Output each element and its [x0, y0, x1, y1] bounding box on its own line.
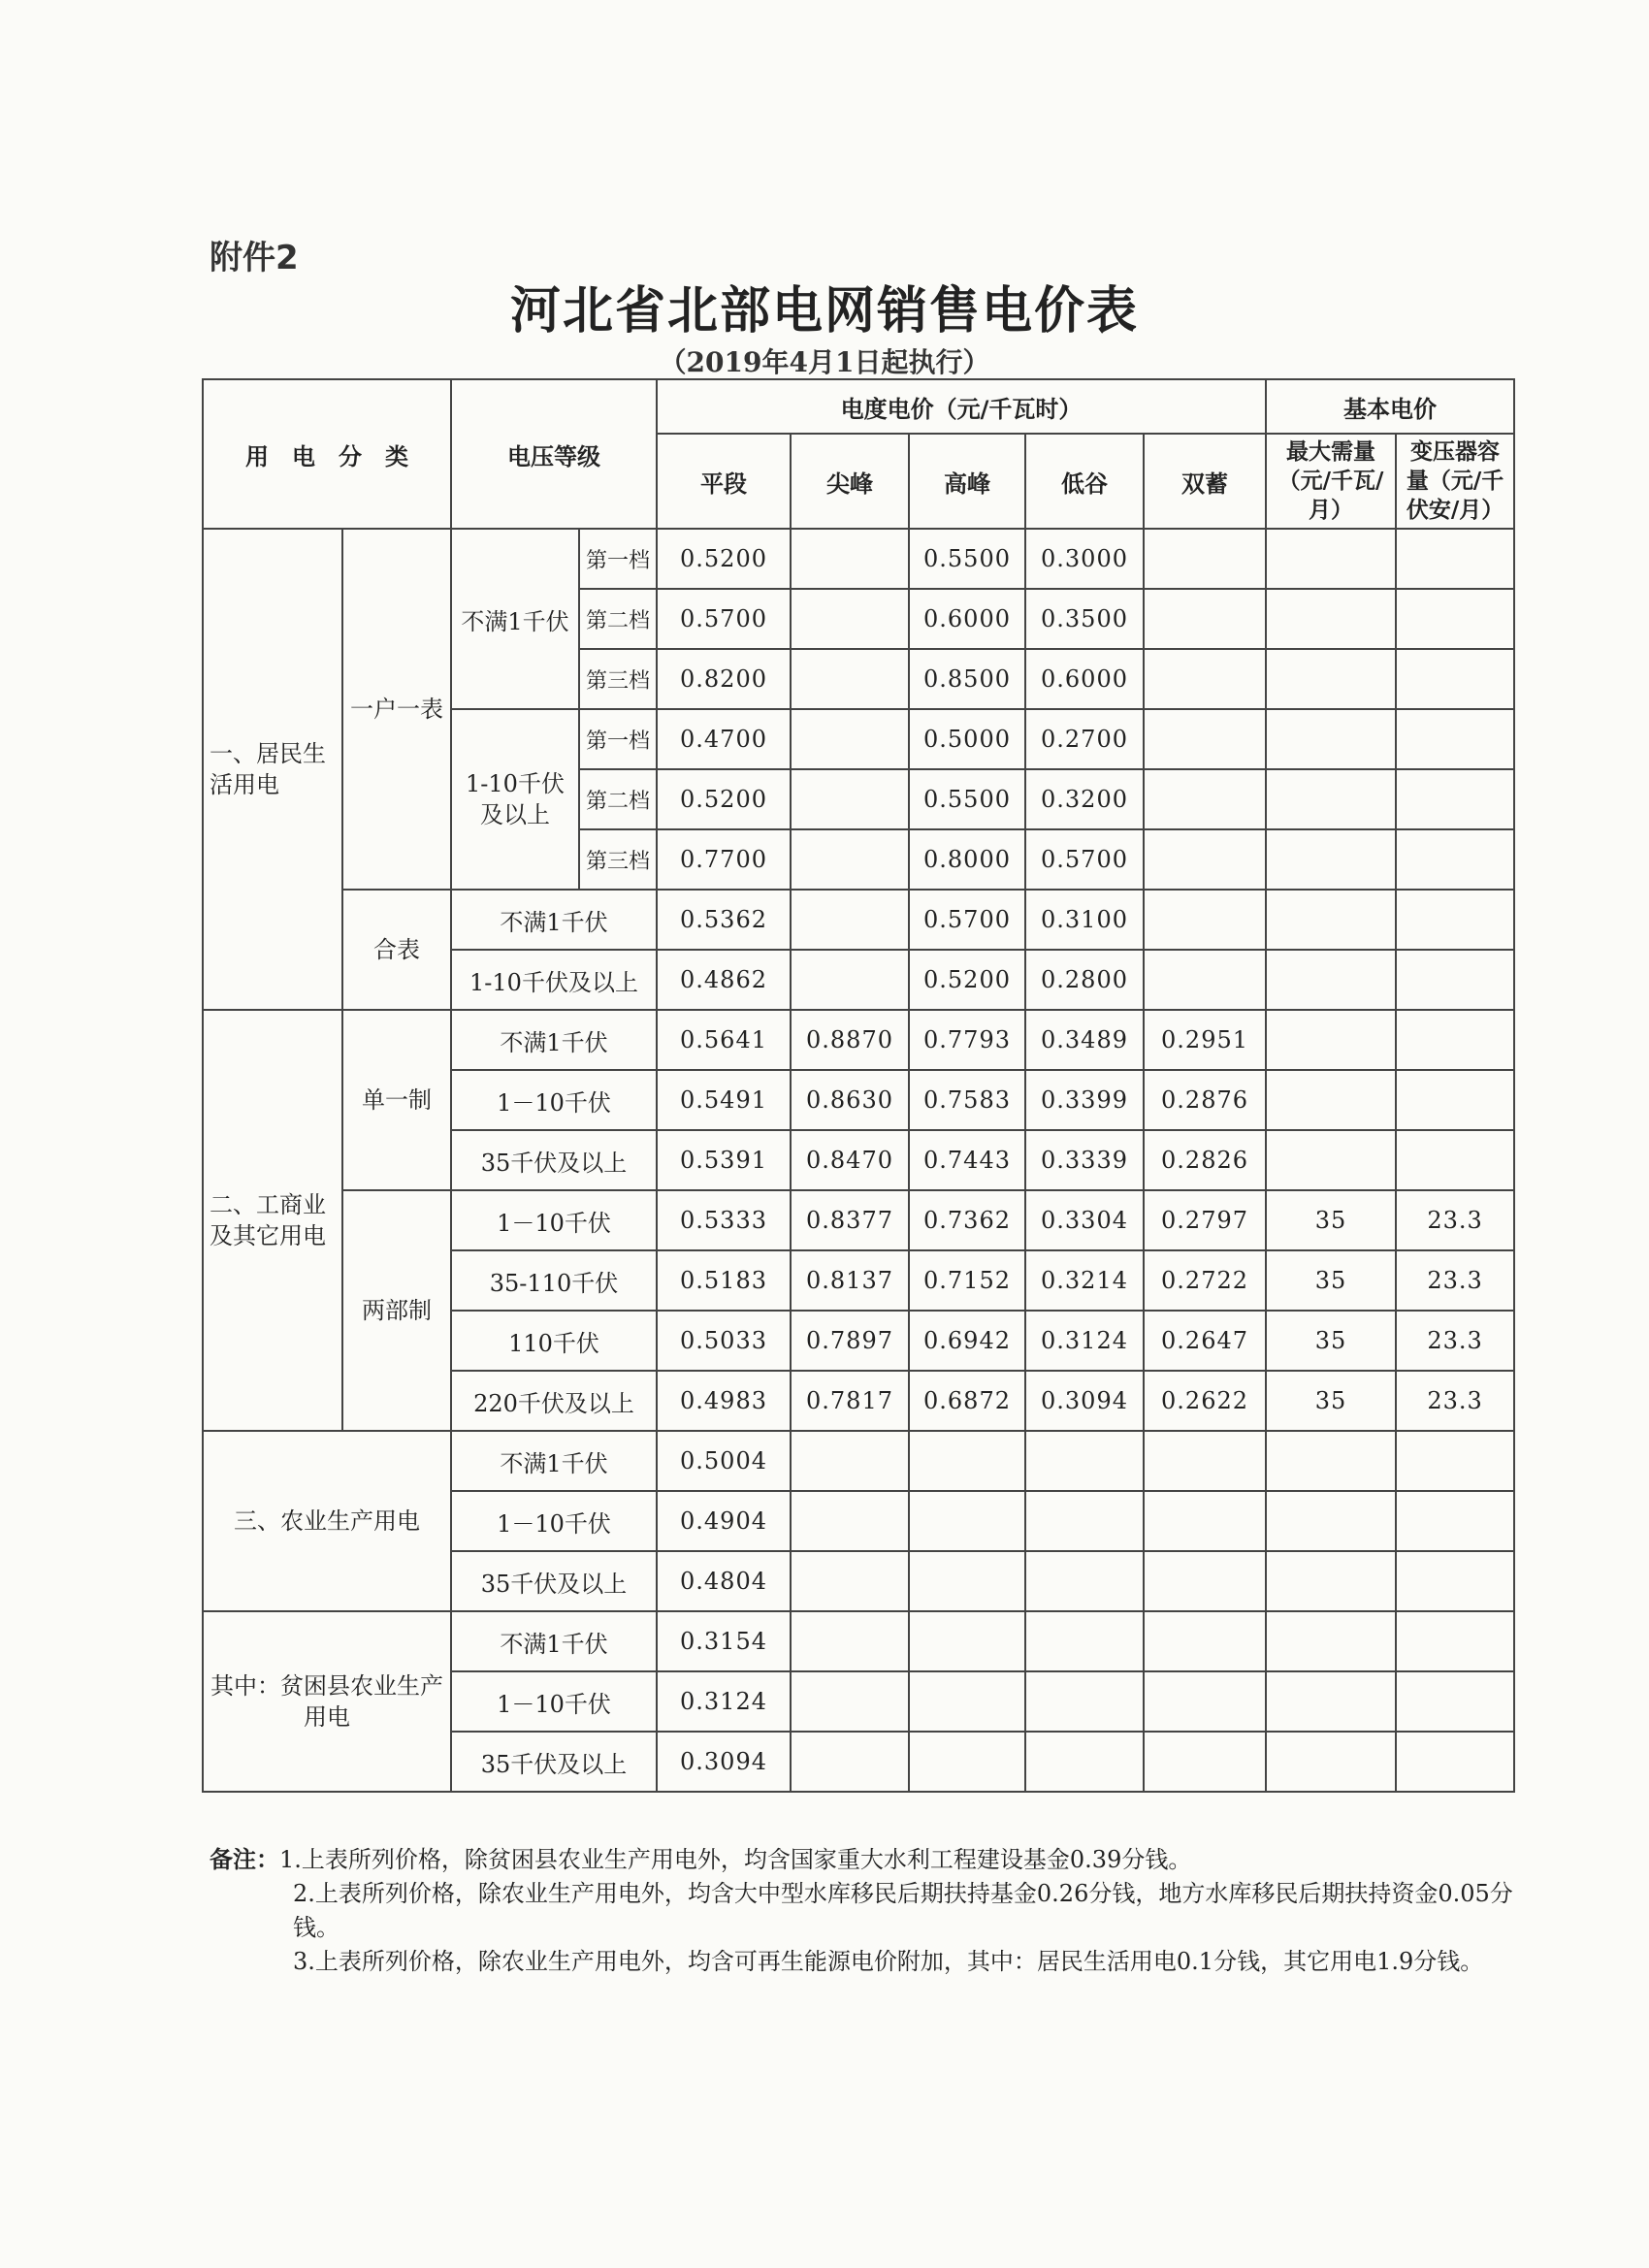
cell-dual — [1144, 950, 1266, 1010]
cell-sharp — [791, 1431, 909, 1491]
header-basic-price: 基本电价 — [1266, 379, 1514, 434]
cell-peak: 0.5700 — [909, 890, 1025, 950]
voltage-label: 不满1千伏 — [451, 1611, 657, 1671]
cell-peak — [909, 1671, 1025, 1732]
tier-label: 第二档 — [579, 589, 657, 649]
cell-demand — [1266, 529, 1396, 589]
cell-dual — [1144, 1551, 1266, 1611]
cell-flat: 0.3154 — [657, 1611, 791, 1671]
cell-valley — [1025, 1431, 1144, 1491]
cell-dual — [1144, 1732, 1266, 1792]
cell-dual: 0.2722 — [1144, 1250, 1266, 1311]
cell-valley: 0.6000 — [1025, 649, 1144, 709]
cell-capacity — [1396, 589, 1514, 649]
cell-valley — [1025, 1491, 1144, 1551]
cell-dual: 0.2622 — [1144, 1371, 1266, 1431]
cell-flat: 0.4700 — [657, 709, 791, 769]
table-row — [203, 1190, 1514, 1250]
cell-valley: 0.3339 — [1025, 1130, 1144, 1190]
tier-label: 第三档 — [579, 649, 657, 709]
cell-sharp: 0.8377 — [791, 1190, 909, 1250]
cell-demand: 35 — [1266, 1371, 1396, 1431]
cell-capacity — [1396, 950, 1514, 1010]
cell-demand — [1266, 649, 1396, 709]
cell-sharp — [791, 649, 909, 709]
cell-peak: 0.7793 — [909, 1010, 1025, 1070]
cell-dual: 0.2951 — [1144, 1010, 1266, 1070]
cell-demand — [1266, 1431, 1396, 1491]
table-row — [203, 890, 1514, 950]
table-row — [203, 1611, 1514, 1671]
document-subtitle: （2019年4月1日起执行） — [659, 346, 990, 378]
table-row — [203, 1431, 1514, 1491]
cell-demand: 35 — [1266, 1311, 1396, 1371]
cell-valley: 0.3100 — [1025, 890, 1144, 950]
cell-sharp — [791, 589, 909, 649]
cell-demand — [1266, 1551, 1396, 1611]
table-row — [203, 529, 1514, 589]
cell-dual — [1144, 1611, 1266, 1671]
cell-peak — [909, 1611, 1025, 1671]
cell-flat: 0.3124 — [657, 1671, 791, 1732]
cell-demand — [1266, 1671, 1396, 1732]
cell-peak: 0.6000 — [909, 589, 1025, 649]
cell-dual — [1144, 709, 1266, 769]
tier-label: 第三档 — [579, 829, 657, 890]
cell-dual — [1144, 649, 1266, 709]
cell-valley: 0.3124 — [1025, 1311, 1144, 1371]
cell-valley — [1025, 1611, 1144, 1671]
cell-valley — [1025, 1551, 1144, 1611]
header-valley: 低谷 — [1025, 434, 1144, 529]
cell-flat: 0.5200 — [657, 769, 791, 829]
cell-flat: 0.5491 — [657, 1070, 791, 1130]
cell-valley: 0.5700 — [1025, 829, 1144, 890]
cell-capacity — [1396, 649, 1514, 709]
voltage-label: 35千伏及以上 — [451, 1130, 657, 1190]
voltage-label: 1－10千伏 — [451, 1491, 657, 1551]
cell-valley: 0.2700 — [1025, 709, 1144, 769]
cell-sharp: 0.8630 — [791, 1070, 909, 1130]
cell-dual — [1144, 589, 1266, 649]
cell-capacity: 23.3 — [1396, 1311, 1514, 1371]
header-sharp-peak: 尖峰 — [791, 434, 909, 529]
cell-flat: 0.4904 — [657, 1491, 791, 1551]
header-energy-price: 电度电价（元/千瓦时） — [657, 379, 1266, 434]
header-flat: 平段 — [657, 434, 791, 529]
voltage-label: 不满1千伏 — [451, 1431, 657, 1491]
cell-peak: 0.6872 — [909, 1371, 1025, 1431]
cell-demand — [1266, 589, 1396, 649]
header-transformer-capacity: 变压器容量（元/千伏安/月） — [1396, 434, 1514, 529]
cell-flat: 0.4862 — [657, 950, 791, 1010]
cell-capacity — [1396, 1611, 1514, 1671]
cell-capacity — [1396, 1732, 1514, 1792]
cell-valley: 0.3094 — [1025, 1371, 1144, 1431]
cell-sharp — [791, 1491, 909, 1551]
cell-dual — [1144, 1431, 1266, 1491]
cell-capacity — [1396, 769, 1514, 829]
table-row — [203, 1010, 1514, 1070]
cell-demand — [1266, 1732, 1396, 1792]
cell-sharp — [791, 769, 909, 829]
cell-flat: 0.7700 — [657, 829, 791, 890]
cell-demand — [1266, 709, 1396, 769]
cell-peak — [909, 1732, 1025, 1792]
cell-dual: 0.2876 — [1144, 1070, 1266, 1130]
cell-capacity: 23.3 — [1396, 1250, 1514, 1311]
cell-valley: 0.3000 — [1025, 529, 1144, 589]
cell-flat: 0.5641 — [657, 1010, 791, 1070]
note-item: 3.上表所列价格，除农业生产用电外，均含可再生能源电价附加，其中：居民生活用电0.1分钱，其它用电1.9分钱。 — [293, 1948, 1484, 1975]
voltage-label: 110千伏 — [451, 1311, 657, 1371]
cell-demand: 35 — [1266, 1250, 1396, 1311]
cell-demand — [1266, 950, 1396, 1010]
cell-flat: 0.5183 — [657, 1250, 791, 1311]
cell-peak: 0.7362 — [909, 1190, 1025, 1250]
voltage-label: 1－10千伏 — [451, 1671, 657, 1732]
category-poverty-agricultural: 其中：贫困县农业生产用电 — [203, 1611, 451, 1792]
cell-dual — [1144, 1671, 1266, 1732]
cell-dual: 0.2647 — [1144, 1311, 1266, 1371]
cell-capacity: 23.3 — [1396, 1190, 1514, 1250]
category-agricultural: 三、农业生产用电 — [203, 1431, 451, 1611]
cell-dual: 0.2797 — [1144, 1190, 1266, 1250]
cell-peak: 0.8500 — [909, 649, 1025, 709]
voltage-below-1kv: 不满1千伏 — [451, 529, 579, 709]
cell-flat: 0.5200 — [657, 529, 791, 589]
cell-dual — [1144, 529, 1266, 589]
cell-valley — [1025, 1671, 1144, 1732]
voltage-label: 35千伏及以上 — [451, 1732, 657, 1792]
cell-sharp — [791, 1551, 909, 1611]
tier-label: 第一档 — [579, 529, 657, 589]
cell-sharp — [791, 1611, 909, 1671]
note-item: 1.上表所列价格，除贫困县农业生产用电外，均含国家重大水利工程建设基金0.39分钱。 — [279, 1846, 1192, 1873]
cell-dual — [1144, 769, 1266, 829]
voltage-label: 不满1千伏 — [451, 1010, 657, 1070]
cell-peak: 0.6942 — [909, 1311, 1025, 1371]
cell-capacity — [1396, 1551, 1514, 1611]
cell-sharp — [791, 1671, 909, 1732]
cell-flat: 0.8200 — [657, 649, 791, 709]
subcategory-single-part: 单一制 — [342, 1010, 451, 1190]
cell-demand — [1266, 769, 1396, 829]
cell-flat: 0.5362 — [657, 890, 791, 950]
cell-dual — [1144, 829, 1266, 890]
cell-demand — [1266, 1010, 1396, 1070]
cell-sharp — [791, 1732, 909, 1792]
cell-valley: 0.3304 — [1025, 1190, 1144, 1250]
cell-demand — [1266, 1611, 1396, 1671]
cell-valley: 0.2800 — [1025, 950, 1144, 1010]
cell-dual — [1144, 1491, 1266, 1551]
attachment-label: 附件2 — [210, 239, 299, 277]
cell-flat: 0.5033 — [657, 1311, 791, 1371]
cell-flat: 0.5700 — [657, 589, 791, 649]
cell-capacity — [1396, 1671, 1514, 1732]
cell-sharp: 0.7817 — [791, 1371, 909, 1431]
cell-capacity: 23.3 — [1396, 1371, 1514, 1431]
cell-valley — [1025, 1732, 1144, 1792]
cell-capacity — [1396, 1130, 1514, 1190]
cell-capacity — [1396, 529, 1514, 589]
cell-dual — [1144, 890, 1266, 950]
cell-sharp: 0.8137 — [791, 1250, 909, 1311]
cell-peak: 0.8000 — [909, 829, 1025, 890]
cell-peak: 0.5000 — [909, 709, 1025, 769]
cell-valley: 0.3399 — [1025, 1070, 1144, 1130]
voltage-1-10kv-above: 1-10千伏及以上 — [451, 709, 579, 890]
cell-capacity — [1396, 709, 1514, 769]
tariff-table — [202, 378, 1515, 1793]
voltage-label: 1-10千伏及以上 — [451, 950, 657, 1010]
cell-dual: 0.2826 — [1144, 1130, 1266, 1190]
cell-capacity — [1396, 1431, 1514, 1491]
cell-peak — [909, 1491, 1025, 1551]
header-dual-storage: 双蓄 — [1144, 434, 1266, 529]
cell-peak: 0.7152 — [909, 1250, 1025, 1311]
notes-label: 备注： — [210, 1846, 279, 1873]
cell-flat: 0.5333 — [657, 1190, 791, 1250]
voltage-label: 1－10千伏 — [451, 1070, 657, 1130]
cell-demand: 35 — [1266, 1190, 1396, 1250]
cell-demand — [1266, 1070, 1396, 1130]
document-title: 河北省北部电网销售电价表 — [509, 281, 1139, 340]
cell-demand — [1266, 829, 1396, 890]
cell-peak — [909, 1431, 1025, 1491]
cell-peak: 0.7443 — [909, 1130, 1025, 1190]
cell-sharp — [791, 890, 909, 950]
header-peak: 高峰 — [909, 434, 1025, 529]
cell-valley: 0.3500 — [1025, 589, 1144, 649]
cell-peak: 0.7583 — [909, 1070, 1025, 1130]
cell-flat: 0.4983 — [657, 1371, 791, 1431]
cell-sharp: 0.8870 — [791, 1010, 909, 1070]
voltage-label: 1－10千伏 — [451, 1190, 657, 1250]
cell-flat: 0.5391 — [657, 1130, 791, 1190]
voltage-label: 不满1千伏 — [451, 890, 657, 950]
voltage-label: 35千伏及以上 — [451, 1551, 657, 1611]
header-category: 用 电 分 类 — [203, 379, 451, 529]
subcategory-two-part: 两部制 — [342, 1190, 451, 1431]
header-row-1 — [203, 379, 1514, 434]
cell-capacity — [1396, 1491, 1514, 1551]
subcategory-one-meter: 一户一表 — [342, 529, 451, 890]
header-voltage: 电压等级 — [451, 379, 657, 529]
cell-sharp — [791, 950, 909, 1010]
category-commercial: 二、工商业及其它用电 — [203, 1010, 342, 1431]
cell-sharp: 0.7897 — [791, 1311, 909, 1371]
tier-label: 第二档 — [579, 769, 657, 829]
cell-sharp: 0.8470 — [791, 1130, 909, 1190]
note-item: 2.上表所列价格，除农业生产用电外，均含大中型水库移民后期扶持基金0.26分钱，地方水库移民后期扶持资金0.05分钱。 — [293, 1880, 1513, 1941]
cell-demand — [1266, 1491, 1396, 1551]
cell-peak — [909, 1551, 1025, 1611]
tier-label: 第一档 — [579, 709, 657, 769]
cell-peak: 0.5500 — [909, 769, 1025, 829]
cell-demand — [1266, 1130, 1396, 1190]
category-residential: 一、居民生活用电 — [203, 529, 342, 1010]
subcategory-combined-meter: 合表 — [342, 890, 451, 1010]
cell-capacity — [1396, 1070, 1514, 1130]
cell-valley: 0.3200 — [1025, 769, 1144, 829]
cell-valley: 0.3489 — [1025, 1010, 1144, 1070]
cell-demand — [1266, 890, 1396, 950]
cell-capacity — [1396, 829, 1514, 890]
cell-sharp — [791, 829, 909, 890]
header-max-demand: 最大需量（元/千瓦/月） — [1266, 434, 1396, 529]
voltage-label: 220千伏及以上 — [451, 1371, 657, 1431]
cell-capacity — [1396, 890, 1514, 950]
voltage-label: 35-110千伏 — [451, 1250, 657, 1311]
cell-capacity — [1396, 1010, 1514, 1070]
cell-peak: 0.5500 — [909, 529, 1025, 589]
cell-flat: 0.4804 — [657, 1551, 791, 1611]
cell-valley: 0.3214 — [1025, 1250, 1144, 1311]
cell-flat: 0.5004 — [657, 1431, 791, 1491]
notes — [210, 1843, 1513, 1979]
cell-sharp — [791, 529, 909, 589]
cell-peak: 0.5200 — [909, 950, 1025, 1010]
cell-sharp — [791, 709, 909, 769]
cell-flat: 0.3094 — [657, 1732, 791, 1792]
